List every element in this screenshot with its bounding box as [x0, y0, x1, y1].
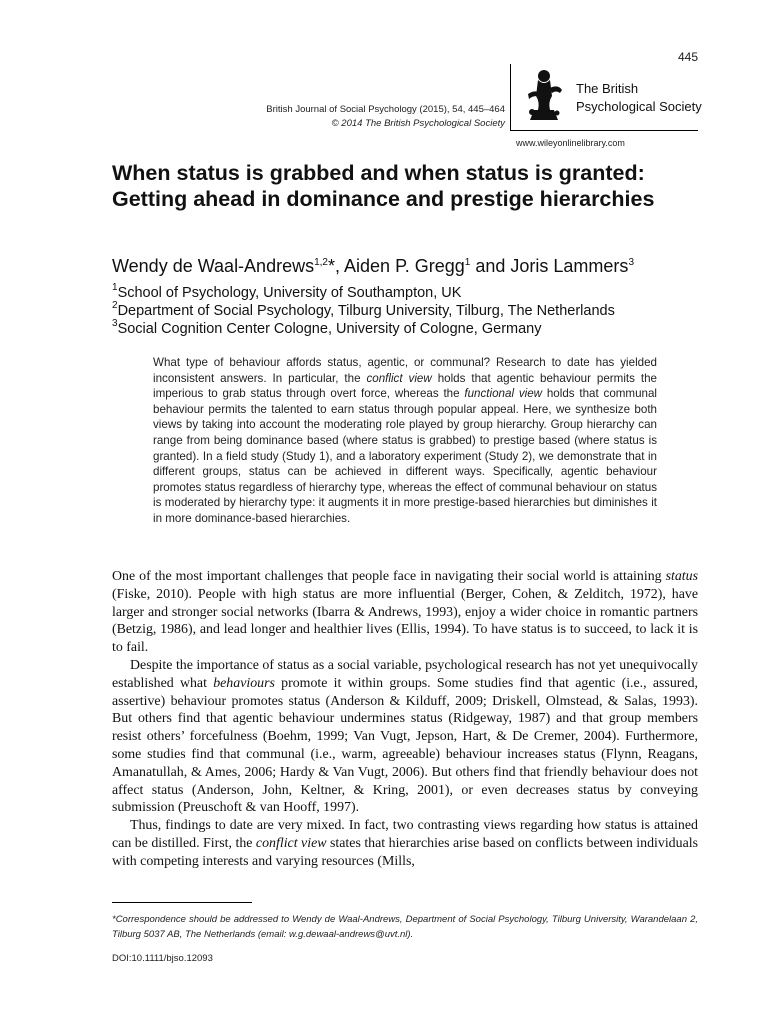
website-link[interactable]: www.wileyonlinelibrary.com	[516, 138, 625, 148]
text-run: states that hierarchies arise based on conflicts between individuals with competing interests and varying resources (Mills,	[112, 835, 698, 869]
journal-info	[266, 103, 505, 131]
affiliation-text: Department of Social Psychology, Tilburg University, Tilburg, The Netherlands	[117, 303, 615, 319]
society-logo-icon	[520, 66, 568, 122]
author-name: Wendy de Waal-Andrews	[112, 256, 315, 276]
header-divider-horizontal	[510, 130, 698, 131]
affiliation-list	[112, 284, 615, 338]
italic-term: status	[665, 569, 698, 584]
italic-term: conflict view	[255, 835, 327, 851]
society-name-line1: The British	[576, 81, 639, 96]
text-run: promote it within groups. Some studies find that agentic (i.e., assured, assertive) behaviour promotes status (Anderson & Kilduff, 2009; Driskell, Olmstead, & Salas, 1993). But others find that agentic behaviour undermines status (Ridgeway, 1987) and that group members resist others’ forcefulness (Boehm, 1999; Van Vugt, Jepson, Hart, & De Cremer, 2004). Furthermore, some studies find that communal (i.e., warm, agreeable) behaviour increases status (Flynn, Reagans, Amanatullah, & Ames, 2006; Hardy & Van Vugt, 2006). But others find that friendly behaviour does not affect status (Anderson, John, Keltner, & Kring, 2001), or even decreases status by conveying submission (Preuschoft & van Hooff, 1997).	[112, 675, 698, 816]
text-run: One of the most important challenges that people face in navigating their social world is attaining	[112, 569, 666, 584]
author-name: Aiden P. Gregg	[344, 256, 465, 276]
corresponding-mark: *	[328, 256, 336, 276]
header-divider-vertical	[510, 64, 511, 130]
body-paragraph	[112, 568, 698, 657]
affiliation-text: School of Psychology, University of Southampton, UK	[117, 285, 462, 301]
body-paragraph	[112, 657, 698, 817]
article-title: When status is grabbed and when status is granted: Getting ahead in dominance and prestige hierarchies	[112, 161, 655, 211]
author-separator: and	[470, 256, 511, 276]
author-list	[112, 256, 634, 277]
text-run: (Fiske, 2010). People with high status are more influential (Berger, Cohen, & Zelditch, 1972), have larger and stronger social networks (Ibarra & Andrews, 1993), enjoy a wider choice in romantic partners (Betzig, 1986), and lead longer and healthier lives (Ellis, 1994). To have status is to succeed, to lack it is to fail.	[112, 586, 698, 656]
affiliation-item	[112, 302, 615, 320]
text-run: Despite the importance of status as a social variable, psychological research has not yet unequivocally established what	[112, 657, 698, 691]
affiliation-number: 2	[112, 300, 118, 311]
author-affiliation-sup: 1,2	[314, 257, 328, 268]
body-paragraph	[112, 817, 698, 870]
affiliation-text: Social Cognition Center Cologne, University of Cologne, Germany	[117, 321, 542, 337]
author-separator: ,	[335, 256, 345, 276]
body-text	[112, 568, 698, 871]
affiliation-number: 1	[112, 282, 118, 293]
text-run: Thus, findings to date are very mixed. In fact, two contrasting views regarding how status is attained can be distilled. First, the	[112, 818, 698, 851]
footnote-divider	[112, 902, 252, 903]
correspondence-footnote: *Correspondence should be addressed to Wendy de Waal-Andrews, Department of Social Psychology, Tilburg University, Warandelaan 2, Tilburg 5037 AB, The Netherlands (email: w.g.dewaal-andrews@uvt.nl).	[112, 914, 698, 940]
italic-term: behaviours	[213, 675, 275, 691]
author-name: Joris Lammers	[510, 256, 629, 276]
journal-citation: British Journal of Social Psychology (2015), 54, 445–464	[266, 104, 505, 115]
affiliation-item	[112, 284, 615, 302]
page-number: 445	[677, 50, 698, 64]
author-affiliation-sup: 3	[628, 257, 634, 268]
society-name-line2: Psychological Society	[576, 99, 702, 114]
abstract	[153, 355, 657, 527]
text-run: holds that communal behaviour permits the talented to earn status through popular appeal. Here, we synthesize both views by taking into account the moderating role played by group hierarchy. Group hierarchy can range from being dominance based (where status is grabbed) to prestige based (where status is granted). In a field study (Study 1), and a laboratory experiment (Study 2), we demonstrate that in different groups, status can be achieved in different ways. Specifically, agentic behaviour promotes status regardless of hierarchy type, whereas the effect of communal behaviour on status is moderated by hierarchy type: it augments it in more prestige-based hierarchies but diminishes it in more dominance-based hierarchies.	[153, 387, 657, 525]
author-affiliation-sup: 1	[464, 257, 471, 268]
affiliation-number: 3	[112, 318, 118, 329]
text-run: holds that agentic behaviour permits the imperious to grab status through overt force, whereas the	[153, 371, 657, 401]
journal-copyright: © 2014 The British Psychological Society	[331, 118, 505, 129]
affiliation-item	[112, 320, 615, 338]
doi: DOI:10.1111/bjso.12093	[112, 953, 213, 964]
italic-term: conflict view	[366, 371, 432, 385]
italic-term: functional view	[464, 387, 543, 401]
text-run: What type of behaviour affords status, agentic, or communal? Research to date has yielded inconsistent answers. In particular, the	[153, 356, 657, 385]
society-name	[576, 80, 702, 116]
